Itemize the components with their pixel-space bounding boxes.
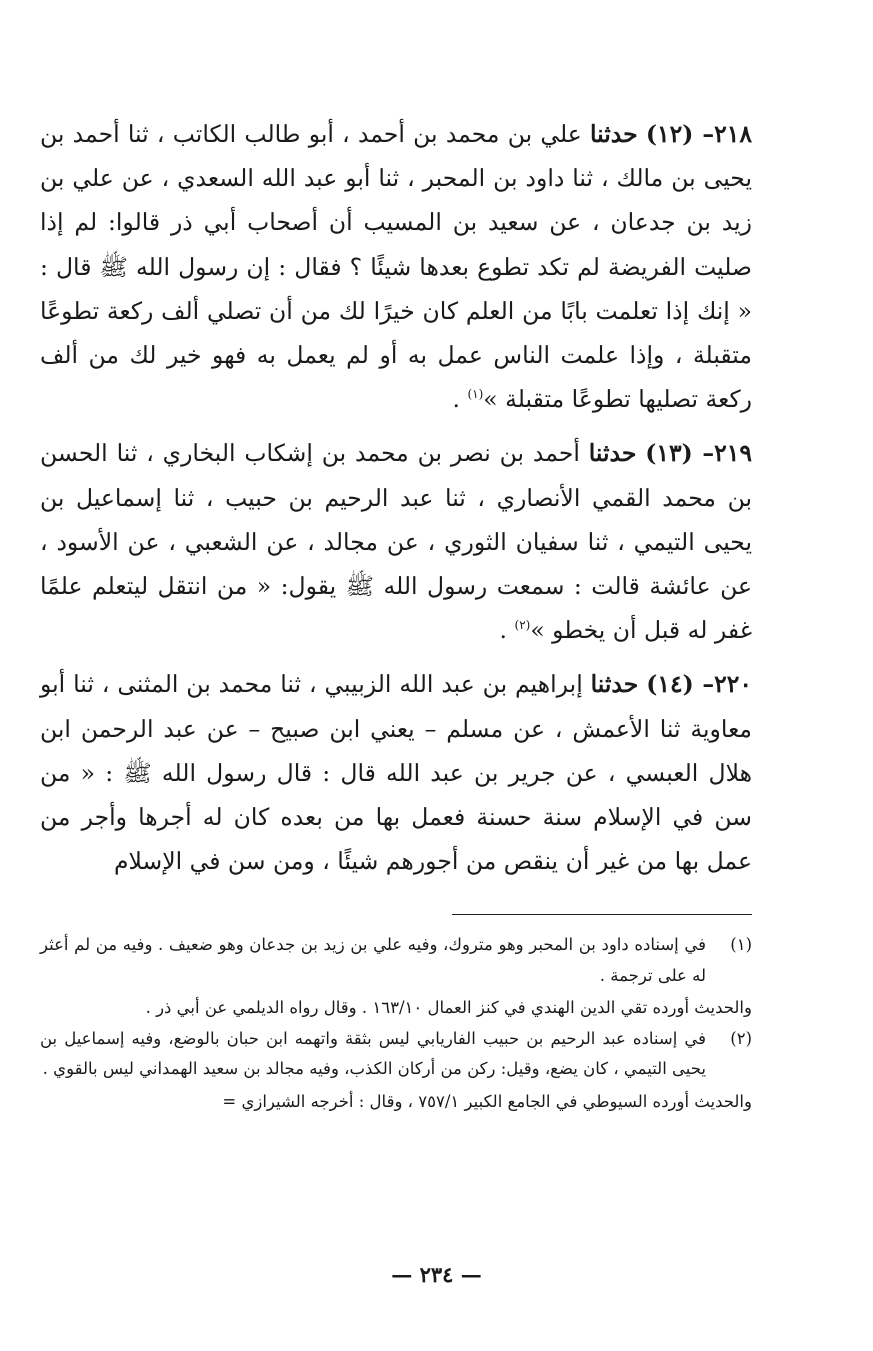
footnotes bbox=[40, 930, 752, 1117]
footnote-ref: (٢) bbox=[514, 618, 531, 633]
entry-sub-number: (١٣) bbox=[645, 439, 693, 468]
hadith-entry-219: ٢١٩– (١٣) حدثنا أحمد بن نصر بن محمد بن إشكاب البخاري ، ثنا الحسن بن محمد القمي الأنصاري ، ثنا عبد الرحيم بن حبيب ، ثنا إسماعيل بن يحيى التيمي ، ثنا سفيان الثوري ، عن مجالد ، عن الشعبي ، عن الأسود ، عن عائشة قالت : سمعت رسول الله ﷺ يقول: « من انتقل ليتعلم علمًا غفر له قبل أن يخطو »$^{(٢)}$ . bbox=[40, 439, 752, 645]
entry-keyword: حدثنا bbox=[590, 120, 638, 148]
footnote-1 bbox=[40, 930, 752, 1024]
entry-keyword: حدثنا bbox=[588, 439, 637, 468]
footnote-body: في إسناده داود بن المحبر وهو متروك، وفيه علي بن زيد بن جدعان وهو ضعيف . وفيه من لم أعثر له على ترجمة . bbox=[40, 935, 706, 985]
main-text bbox=[40, 112, 752, 893]
footnote-followup: والحديث أورده تقي الدين الهندي في كنز العمال ١٦٣/١٠ . وقال رواه الديلمي عن أبي ذر . bbox=[145, 998, 752, 1017]
entry-tail: . bbox=[499, 616, 515, 645]
entry-text: إبراهيم بن عبد الله الزبيبي ، ثنا محمد بن المثنى ، ثنا أبو معاوية ثنا الأعمش ، عن مسلم – يعني ابن صبيح – عن عبد الرحمن ابن هلال العبسي ، عن جرير بن عبد الله قال : قال رسول الله ﷺ : « من سن في الإسلام سنة حسنة فعمل بها من بعده كان له أجرها وأجر من عمل بها من غير أن ينقص من أجورهم شيئًا ، ومن سن في الإسلام bbox=[40, 670, 752, 876]
footnote-followup: والحديث أورده السيوطي في الجامع الكبير ٧٥٧/١ ، وقال : أخرجه الشيرازي = bbox=[222, 1091, 752, 1111]
entry-keyword: حدثنا bbox=[590, 670, 639, 699]
footnote-ref: (١) bbox=[467, 387, 484, 402]
footnote-2 bbox=[40, 1024, 752, 1118]
hadith-entry-220: ٢٢٠– (١٤) حدثنا إبراهيم بن عبد الله الزبيبي ، ثنا محمد بن المثنى ، ثنا أبو معاوية ثنا الأعمش ، عن مسلم – يعني ابن صبيح – عن عبد الرحمن ابن هلال العبسي ، عن جرير بن عبد الله قال : قال رسول الله ﷺ : « من سن في الإسلام سنة حسنة فعمل بها من بعده كان له أجرها وأجر من عمل بها من غير أن ينقص من أجورهم شيئًا ، ومن سن في الإسلام bbox=[40, 670, 752, 876]
entry-number: ٢٢٠ bbox=[714, 670, 752, 699]
entry-sub-number: (١٢) bbox=[645, 120, 694, 148]
footnote-marker: (٢) bbox=[730, 1028, 752, 1048]
entry-sub-number: (١٤) bbox=[646, 670, 694, 699]
entry-number: ٢١٩ bbox=[714, 439, 752, 468]
hadith-entry-218: ٢١٨– (١٢) حدثنا علي بن محمد بن أحمد ، أبو طالب الكاتب ، ثنا أحمد بن يحيى بن مالك ، ثنا داود بن المحبر ، ثنا أبو عبد الله السعدي ، عن علي بن زيد بن جدعان ، عن سعيد بن المسيب أن أصحاب أبي ذر قالوا: لم إذا صليت الفريضة لم تكد تطوع بعدها شيئًا ؟ فقال : إن رسول الله ﷺ قال : « إنك إذا تعلمت بابًا من العلم كان خيرًا لك من أن تصلي ألف ركعة تطوعًا متقبلة ، وإذا علمت الناس عمل به أو لم يعمل به فهو خير لك من ألف ركعة تصليها تطوعًا متقبلة »$^{(١)}$ . bbox=[40, 120, 752, 414]
entry-text: أحمد بن نصر بن محمد بن إشكاب البخاري ، ثنا الحسن بن محمد القمي الأنصاري ، ثنا عبد الرحيم بن حبيب ، ثنا إسماعيل بن يحيى التيمي ، ثنا سفيان الثوري ، عن مجالد ، عن الشعبي ، عن الأسود ، عن عائشة قالت : سمعت رسول الله ﷺ يقول: « من انتقل ليتعلم علمًا غفر له قبل أن يخطو » bbox=[40, 439, 752, 645]
entry-number: ٢١٨ bbox=[714, 120, 752, 148]
footnote-marker: (١) bbox=[730, 935, 752, 954]
footnote-divider bbox=[452, 914, 752, 915]
page-number: — ٢٣٤ — bbox=[391, 1262, 482, 1287]
entry-text: علي بن محمد بن أحمد ، أبو طالب الكاتب ، ثنا أحمد بن يحيى بن مالك ، ثنا داود بن المحبر ، ثنا أبو عبد الله السعدي ، عن علي بن زيد بن جدعان ، عن سعيد بن المسيب أن أصحاب أبي ذر قالوا: لم إذا صليت الفريضة لم تكد تطوع بعدها شيئًا ؟ فقال : إن رسول الله ﷺ قال : « إنك إذا تعلمت بابًا من العلم كان خيرًا لك من أن تصلي ألف ركعة تطوعًا متقبلة ، وإذا علمت الناس عمل به أو لم يعمل به فهو خير لك من ألف ركعة تصليها تطوعًا متقبلة » bbox=[40, 120, 752, 414]
footnote-body: في إسناده عبد الرحيم بن حبيب الفاريابي ليس بثقة واتهمه ابن حبان بالوضع، وفيه إسماعيل بن يحيى التيمي ، كان يضع، وقيل: ركن من أركان الكذب، وفيه مجالد بن سعيد الهمداني ليس بالقوي . bbox=[40, 1028, 706, 1078]
entry-tail: . bbox=[452, 385, 468, 414]
